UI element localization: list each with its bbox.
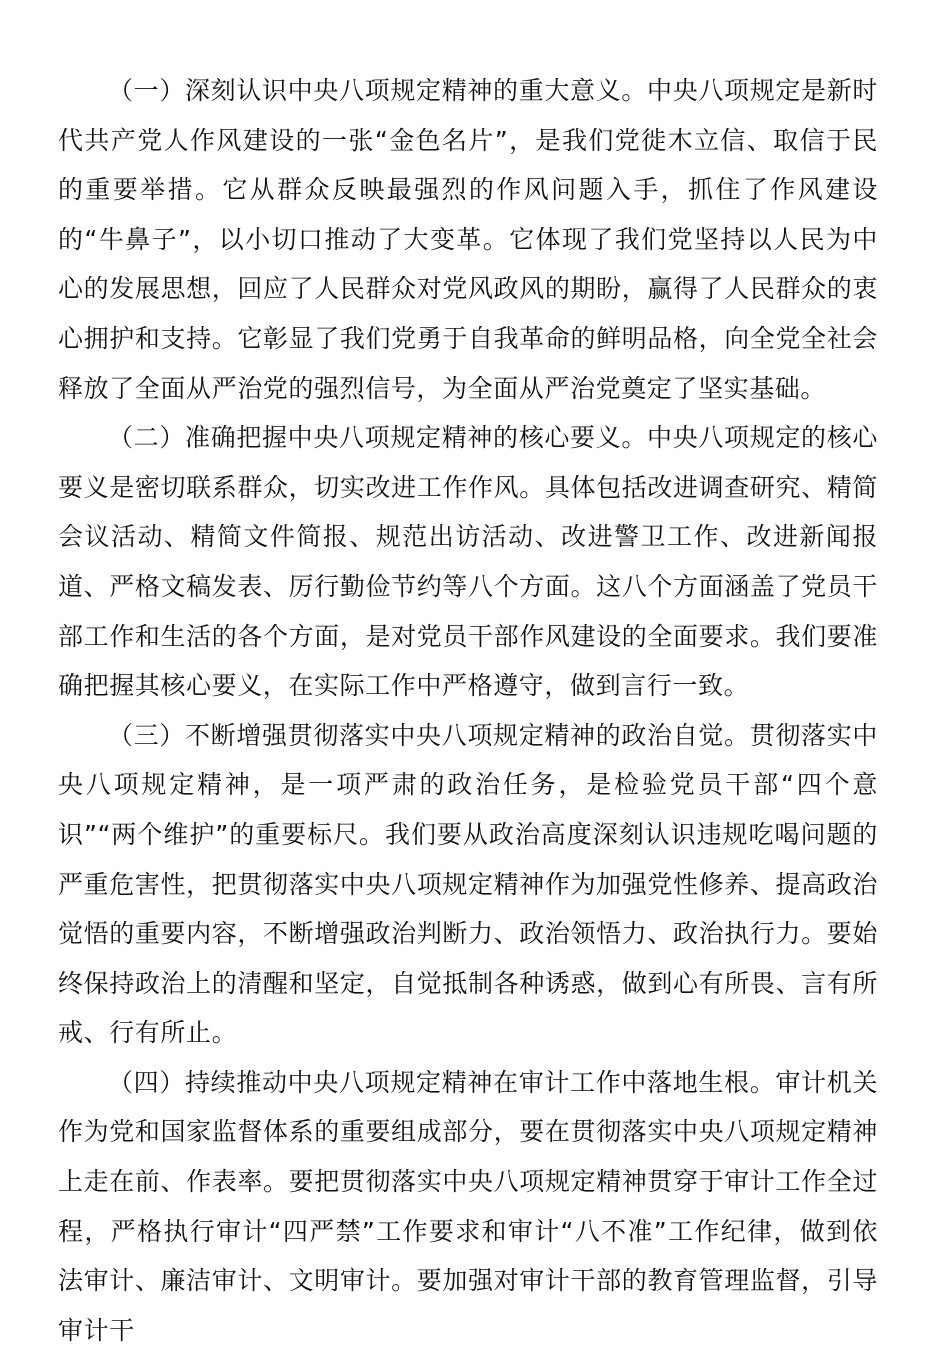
paragraph-3-text: 贯彻落实中央八项规定精神，是一项严肃的政治任务，是检验党员干部“四个意识”“两个维护”的重要标尺。我们要从政治高度深刻认识违规吃喝问题的严重危害性，把贯彻落实中央八项规定精神作为加强党性修养、提高政治觉悟的重要内容，不断增强政治判断力、政治领悟力、政治执行力。要始终保持政治上的清醒和坚定，自觉抵制各种诱惑，做到心有所畏、言有所戒、行有所止。 — [58, 720, 878, 1048]
paragraph-1-heading: （一）深刻认识中央八项规定精神的重大意义。 — [108, 76, 648, 105]
paragraph-2 — [58, 413, 878, 711]
paragraph-4 — [58, 1058, 878, 1355]
paragraph-2-heading: （二）准确把握中央八项规定精神的核心要义。 — [108, 423, 648, 453]
paragraph-3-heading: （三）不断增强贯彻落实中央八项规定精神的政治自觉。 — [108, 720, 750, 750]
paragraph-3 — [58, 711, 878, 1058]
paragraph-1 — [58, 66, 878, 413]
document-body — [58, 66, 878, 1355]
paragraph-4-heading: （四）持续推动中央八项规定精神在审计工作中落地生根。 — [108, 1067, 776, 1097]
paragraph-2-text: 中央八项规定的核心要义是密切联系群众，切实改进工作作风。具体包括改进调查研究、精简会议活动、精简文件简报、规范出访活动、改进警卫工作、改进新闻报道、严格文稿发表、厉行勤俭节约等八个方面。这八个方面涵盖了党员干部工作和生活的各个方面，是对党员干部作风建设的全面要求。我们要准确把握其核心要义，在实际工作中严格遵守，做到言行一致。 — [58, 423, 878, 701]
paragraph-4-text: 审计机关作为党和国家监督体系的重要组成部分，要在贯彻落实中央八项规定精神上走在前、作表率。要把贯彻落实中央八项规定精神贯穿于审计工作全过程，严格执行审计“四严禁”工作要求和审计“八不准”工作纪律，做到依法审计、廉洁审计、文明审计。要加强对审计干部的教育管理监督，引导审计干 — [58, 1067, 878, 1345]
paragraph-1-text: 中央八项规定是新时代共产党人作风建设的一张“金色名片”，是我们党徙木立信、取信于民的重要举措。它从群众反映最强烈的作风问题入手，抓住了作风建设的“牛鼻子”，以小切口推动了大变革。它体现了我们党坚持以人民为中心的发展思想，回应了人民群众对党风政风的期盼，赢得了人民群众的衷心拥护和支持。它彰显了我们党勇于自我革命的鲜明品格，向全党全社会释放了全面从严治党的强烈信号，为全面从严治党奠定了坚实基础。 — [58, 76, 878, 403]
